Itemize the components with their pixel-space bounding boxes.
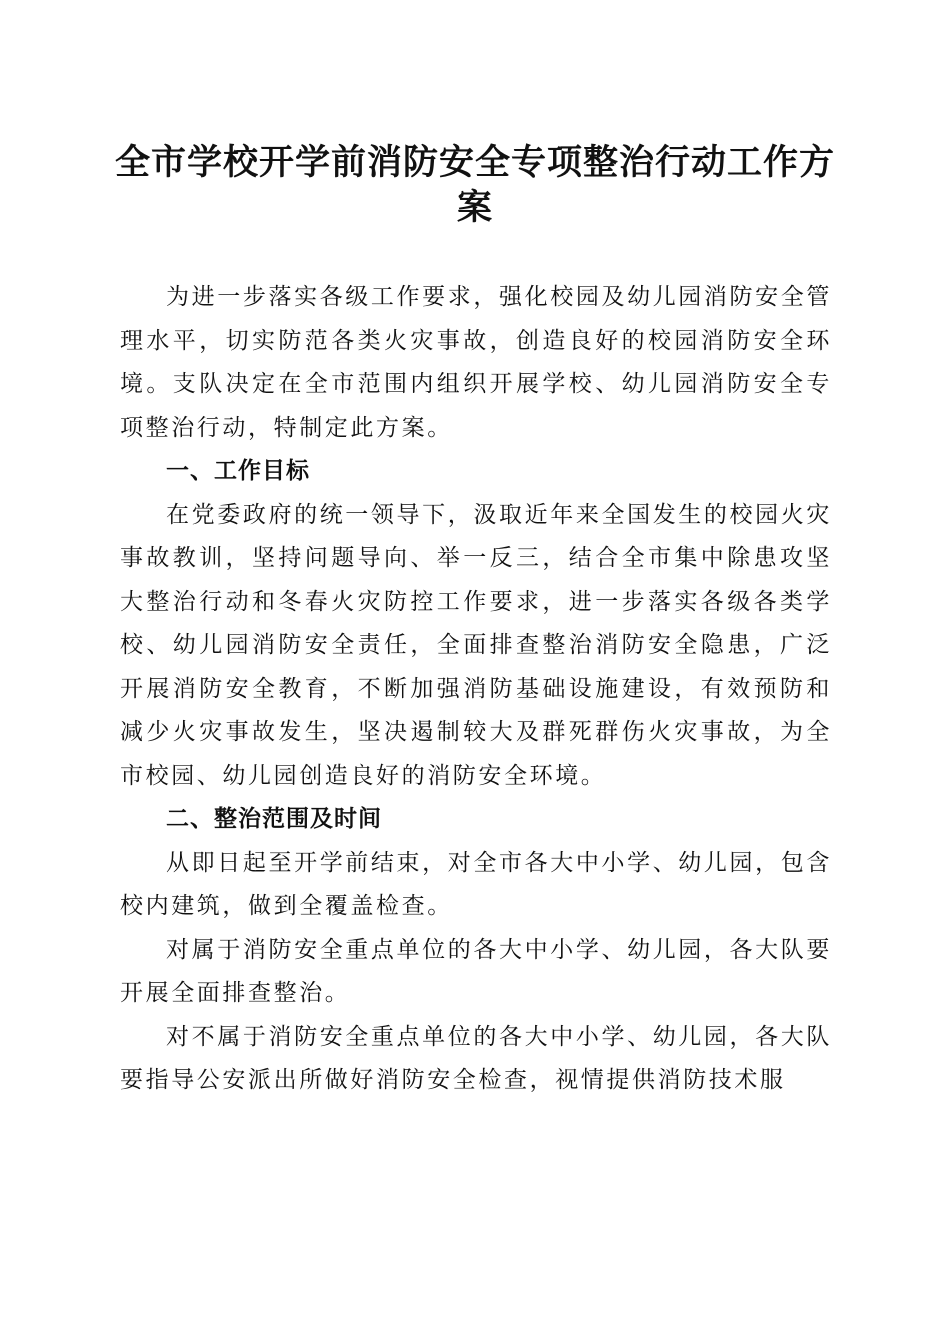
section2-heading: 二、整治范围及时间 — [166, 806, 382, 832]
document-title-line2: 案 — [456, 187, 493, 228]
section2-paragraph-1: 从即日起至开学前结束，对全市各大中小学、幼儿园，包含校内建筑，做到全覆盖检查。 — [120, 849, 832, 919]
section2-paragraph-3: 对不属于消防安全重点单位的各大中小学、幼儿园，各大队要指导公安派出所做好消防安全检查，视情提供消防技术服 — [120, 1023, 832, 1093]
section2-paragraph-2: 对属于消防安全重点单位的各大中小学、幼儿园，各大队要开展全面排查整治。 — [120, 936, 832, 1006]
section1-heading: 一、工作目标 — [166, 458, 310, 484]
document-body — [120, 276, 832, 1103]
intro-paragraph: 为进一步落实各级工作要求，强化校园及幼儿园消防安全管理水平，切实防范各类火灾事故，创造良好的校园消防安全环境。支队决定在全市范围内组织开展学校、幼儿园消防安全专项整治行动，特制定此方案。 — [120, 284, 832, 441]
document-title-line1: 全市学校开学前消防安全专项整治行动工作方 — [114, 142, 835, 183]
section1-paragraph: 在党委政府的统一领导下，汲取近年来全国发生的校园火灾事故教训，坚持问题导向、举一反三，结合全市集中除患攻坚大整治行动和冬春火灾防控工作要求，进一步落实各级各类学校、幼儿园消防安全责任，全面排查整治消防安全隐患，广泛开展消防安全教育，不断加强消防基础设施建设，有效预防和减少火灾事故发生，坚决遏制较大及群死群伤火灾事故，为全市校园、幼儿园创造良好的消防安全环境。 — [120, 501, 832, 789]
